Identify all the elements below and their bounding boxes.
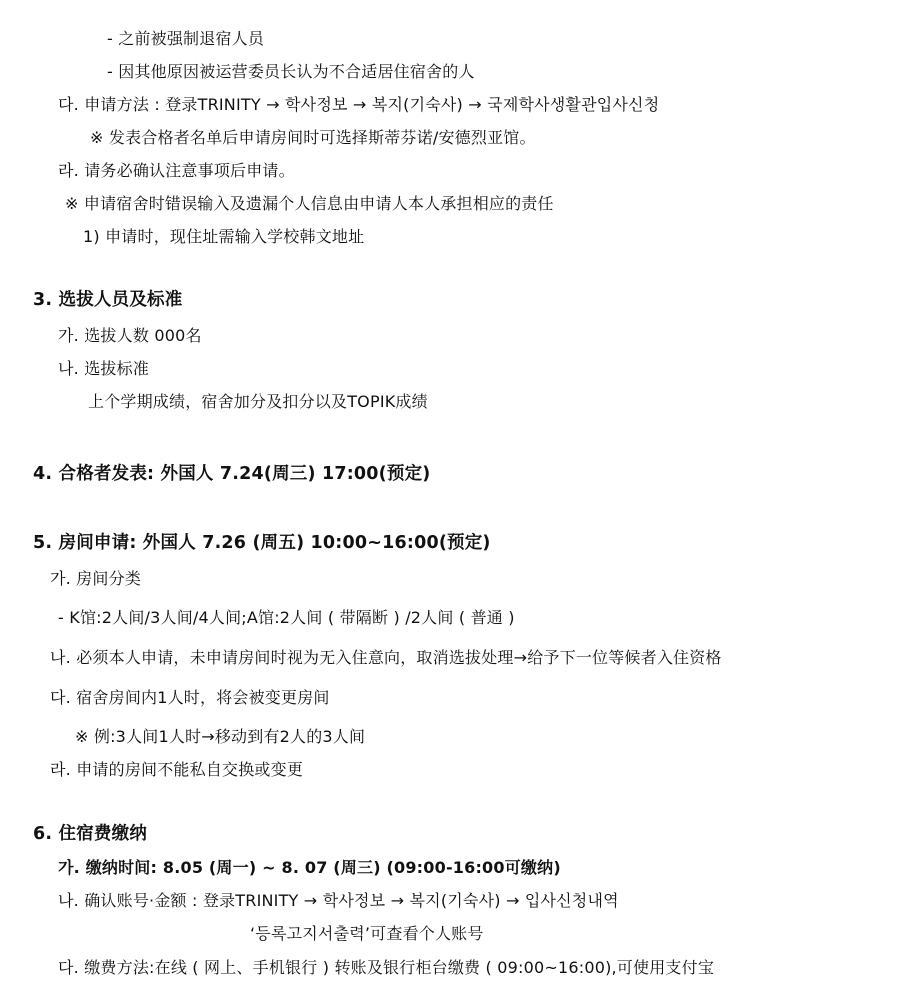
list-item: 가. 缴纳时间: 8.05 (周一) ~ 8. 07 (周三) (09:00-16:00可缴纳) xyxy=(58,858,561,877)
list-item: - 之前被强制退宿人员 xyxy=(107,29,265,48)
list-item: 가. 房间分类 xyxy=(50,569,142,588)
section-heading: 4. 合格者发表: 外国人 7.24(周三) 17:00(预定) xyxy=(33,464,431,484)
list-item: 1) 申请时，现住址需输入学校韩文地址 xyxy=(83,227,365,246)
section-heading: 5. 房间申请: 外国人 7.26 (周五) 10:00~16:00(预定) xyxy=(33,533,491,553)
list-item: ‘등록고지서출력’可查看个人账号 xyxy=(250,924,484,943)
list-item: 라. 请务必确认注意事项后申请。 xyxy=(58,161,295,180)
note-item: ※ 发表合格者名单后申请房间时可选择斯蒂芬诺/安德烈亚馆。 xyxy=(90,128,536,147)
list-item: 上个学期成绩，宿舍加分及扣分以及TOPIK成绩 xyxy=(88,392,428,411)
list-item: 가. 选拔人数 000名 xyxy=(58,326,202,345)
list-item: 다. 宿舍房间内1人时，将会被变更房间 xyxy=(50,688,330,707)
note-item: ※ 例:3人间1人时→移动到有2人的3人间 xyxy=(75,727,366,746)
list-item: - K馆:2人间/3人间/4人间;A馆:2人间 ( 带隔断 ) /2人间 ( 普通 ) xyxy=(58,608,515,627)
list-item: 나. 确认账号·金额 : 登录TRINITY → 학사정보 → 복지(기숙사) → 입사신청내역 xyxy=(58,891,619,910)
list-item: 라. 申请的房间不能私自交换或变更 xyxy=(50,760,304,779)
list-item: 나. 选拔标准 xyxy=(58,359,150,378)
list-item: 다. 缴费方法:在线 ( 网上、手机银行 ) 转账及银行柜台缴费 ( 09:00~16:00),可使用支付宝 xyxy=(58,958,715,977)
section-heading: 3. 选拔人员及标准 xyxy=(33,290,183,310)
section-heading: 6. 住宿费缴纳 xyxy=(33,824,148,844)
list-item: 다. 申请方法 : 登录TRINITY → 학사정보 → 복지(기숙사) → 국제학사생활관입사신청 xyxy=(58,95,660,114)
list-item: - 因其他原因被运营委员长认为不合适居住宿舍的人 xyxy=(107,62,475,81)
note-item: ※ 申请宿舍时错误输入及遗漏个人信息由申请人本人承担相应的责任 xyxy=(65,194,554,213)
list-item: 나. 必须本人申请，未申请房间时视为无入住意向，取消选拔处理→给予下一位等候者入住资格 xyxy=(50,648,722,667)
